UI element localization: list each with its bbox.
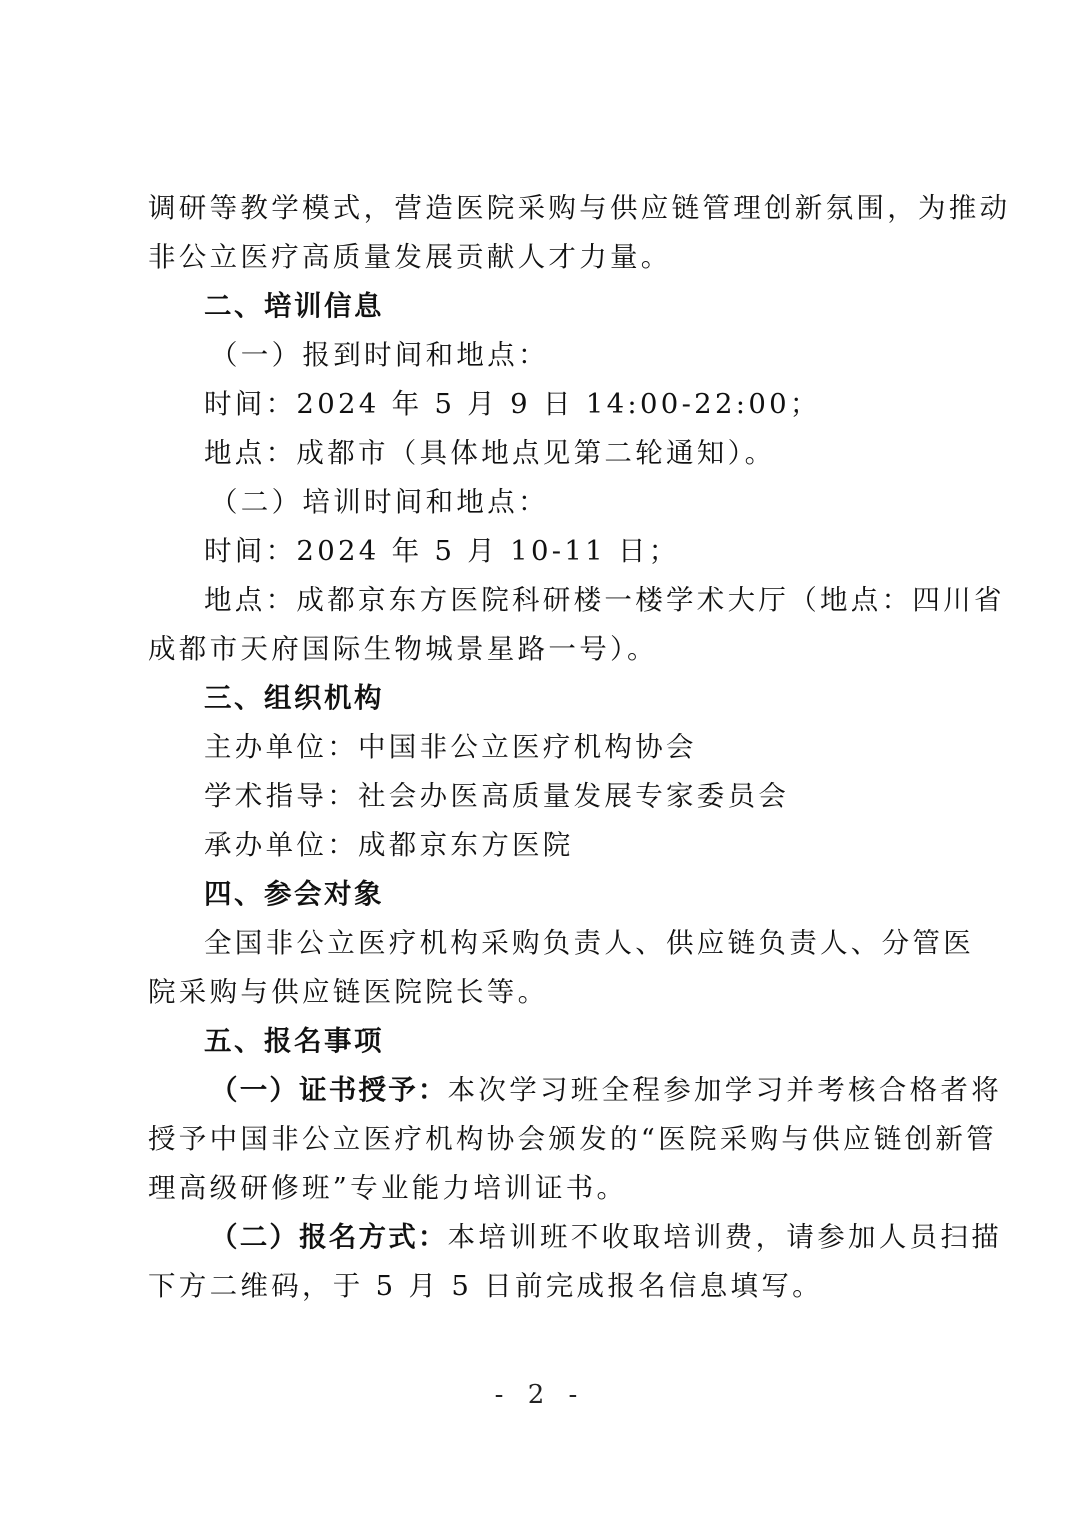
document-body <box>148 184 1011 1311</box>
subsection-heading: （二）培训时间和地点： <box>210 486 549 518</box>
body-line: 学术指导：社会办医高质量发展专家委员会 <box>204 780 790 812</box>
subsection-heading: （一）报到时间和地点： <box>210 339 549 371</box>
body-line: 全国非公立医疗机构采购负责人、供应链负责人、分管医 <box>204 927 974 959</box>
body-line: 地点：成都市（具体地点见第二轮通知）。 <box>204 437 776 469</box>
body-line: 承办单位：成都京东方医院 <box>204 829 574 861</box>
body-line: 非公立医疗高质量发展贡献人才力量。 <box>148 241 672 273</box>
section-heading-organization: 三、组织机构 <box>204 682 384 714</box>
paragraph-text: 本次学习班全程参加学习并考核合格者将 <box>447 1074 1003 1106</box>
paragraph-lead: （一）证书授予： <box>210 1074 448 1106</box>
paragraph-text: 本培训班不收取培训费，请参加人员扫描 <box>447 1221 1003 1253</box>
paragraph-certificate <box>148 1066 1003 1115</box>
body-line: 调研等教学模式，营造医院采购与供应链管理创新氛围，为推动 <box>148 192 1011 224</box>
body-line: 授予中国非公立医疗机构协会颁发的“医院采购与供应链创新管 <box>148 1123 997 1155</box>
section-heading-audience: 四、参会对象 <box>204 878 384 910</box>
body-line: 下方二维码，于 5 月 5 日前完成报名信息填写。 <box>148 1270 823 1302</box>
section-heading-registration: 五、报名事项 <box>204 1025 384 1057</box>
paragraph-registration-method <box>148 1213 1003 1262</box>
body-line: 地点：成都京东方医院科研楼一楼学术大厅（地点：四川省 <box>204 584 1005 616</box>
section-heading-training-info: 二、培训信息 <box>204 290 384 322</box>
page-number: - 2 - <box>494 1380 586 1410</box>
body-line: 理高级研修班”专业能力培训证书。 <box>148 1172 628 1204</box>
body-line: 时间：2024 年 5 月 10-11 日； <box>204 535 680 567</box>
body-line: 院采购与供应链医院院长等。 <box>148 976 549 1008</box>
paragraph-lead: （二）报名方式： <box>210 1221 448 1253</box>
body-line: 成都市天府国际生物城景星路一号）。 <box>148 633 658 665</box>
body-line: 时间：2024 年 5 月 9 日 14:00-22:00； <box>204 388 821 420</box>
body-line: 主办单位：中国非公立医疗机构协会 <box>204 731 697 763</box>
